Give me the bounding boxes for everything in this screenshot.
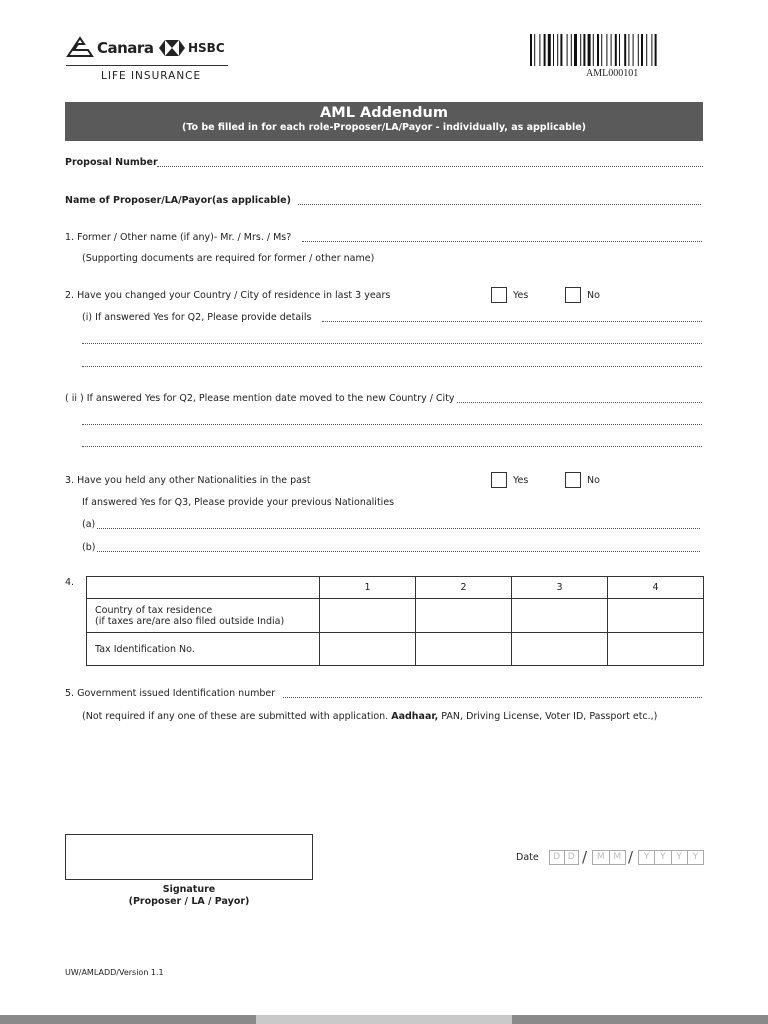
q5-note-prefix: (Not required if any one of these are submitted with application.	[82, 711, 389, 722]
footer-bar-right	[512, 1015, 768, 1024]
hsbc-hexagon-icon	[159, 40, 185, 56]
table-input-cell[interactable]	[320, 633, 416, 666]
table-row	[87, 633, 704, 666]
date-year-box: Y	[692, 852, 699, 862]
table-input-cell[interactable]	[512, 599, 608, 633]
date-year-box: Y	[672, 851, 688, 864]
q5-field[interactable]	[283, 697, 702, 698]
barcode-text: AML000101	[586, 68, 639, 79]
q2-yes-label: Yes	[513, 290, 529, 301]
row-label-line1: Tax Identification No.	[95, 643, 195, 655]
proposal-number-label: Proposal Number	[65, 157, 158, 168]
q3-a-label: (a)	[82, 519, 96, 530]
q5-label: 5. Government issued Identification number	[65, 688, 276, 699]
date-year-boxes[interactable]	[638, 850, 704, 865]
q3-no-label: No	[587, 475, 600, 486]
table-row	[87, 599, 704, 633]
date-day-box: D	[550, 851, 565, 864]
q2-sub-i-field[interactable]	[322, 321, 702, 322]
footer-bar-left	[0, 1015, 256, 1024]
brand-subtitle: LIFE INSURANCE	[101, 70, 202, 82]
footer-bar-middle	[256, 1015, 512, 1024]
table-input-cell[interactable]	[320, 599, 416, 633]
q4-label: 4.	[65, 577, 75, 588]
q3-b-field[interactable]	[97, 551, 700, 552]
q2-sub-i-field-2[interactable]	[82, 343, 702, 344]
proposer-name-field[interactable]	[298, 204, 701, 205]
q2-sub-i-label: (i) If answered Yes for Q2, Please provide details	[82, 312, 312, 323]
row-label-cell	[87, 599, 320, 633]
q2-no-label: No	[587, 290, 600, 301]
title-banner	[65, 102, 703, 141]
q1-label: 1. Former / Other name (if any)- Mr. / Mrs. / Ms?	[65, 232, 292, 243]
proposer-name-label: Name of Proposer/LA/Payor(as applicable)	[65, 195, 291, 206]
q2-sub-ii-label: ( ii ) If answered Yes for Q2, Please mention date moved to the new Country / City	[65, 393, 455, 404]
brand-divider	[66, 65, 228, 66]
page-subtitle: (To be filled in for each role-Proposer/LA/Payor - individually, as applicable)	[181, 122, 587, 133]
page-title: AML Addendum	[320, 105, 448, 121]
q3-sub-label: If answered Yes for Q3, Please provide your previous Nationalities	[82, 497, 395, 508]
row-label-line2: (if taxes are/are also filed outside India)	[95, 615, 285, 627]
q1-field[interactable]	[302, 241, 702, 242]
q2-yes-checkbox[interactable]	[491, 287, 507, 303]
date-separator: /	[582, 848, 588, 866]
date-month-boxes[interactable]	[592, 850, 626, 865]
q3-label: 3. Have you held any other Nationalities in the past	[65, 475, 311, 486]
table-input-cell[interactable]	[608, 633, 704, 666]
q2-sub-ii-field-2[interactable]	[82, 424, 702, 425]
date-day-box: D	[567, 852, 575, 862]
proposal-number-field[interactable]	[157, 166, 703, 167]
q2-label: 2. Have you changed your Country / City of residence in last 3 years	[65, 290, 391, 301]
table-header-cell: 2	[416, 577, 512, 599]
brand-hsbc: HSBC	[188, 41, 225, 55]
q2-sub-ii-field-3[interactable]	[82, 446, 702, 447]
brand-logo	[66, 38, 231, 86]
q2-sub-i-field-3[interactable]	[82, 366, 702, 367]
date-year-box: Y	[639, 851, 655, 864]
tax-residence-table	[86, 576, 704, 666]
q5-note-suffix: PAN, Driving License, Voter ID, Passport etc.,)	[441, 711, 658, 722]
q5-note-bold: Aadhaar,	[391, 711, 439, 722]
q3-no-checkbox[interactable]	[565, 472, 581, 488]
date-label: Date	[516, 852, 539, 863]
version-text: UW/AMLADD/Version 1.1	[65, 968, 164, 977]
q5-note	[82, 711, 657, 722]
q1-note: (Supporting documents are required for former / other name)	[82, 253, 375, 264]
table-header-cell: 4	[608, 577, 704, 599]
signature-sublabel: (Proposer / LA / Payor)	[128, 896, 250, 907]
row-label-line1: Country of tax residence	[95, 604, 213, 616]
q3-yes-label: Yes	[513, 475, 529, 486]
signature-label: Signature	[162, 884, 216, 895]
table-header-cell: 3	[512, 577, 608, 599]
table-input-cell[interactable]	[512, 633, 608, 666]
date-month-box: M	[613, 852, 622, 862]
table-input-cell[interactable]	[416, 599, 512, 633]
table-input-cell[interactable]	[416, 633, 512, 666]
q3-yes-checkbox[interactable]	[491, 472, 507, 488]
barcode-icon	[530, 34, 700, 66]
date-year-box: Y	[655, 851, 671, 864]
q2-no-checkbox[interactable]	[565, 287, 581, 303]
q3-b-label: (b)	[82, 542, 96, 553]
brand-canara: Canara	[97, 39, 154, 57]
date-month-box: M	[593, 851, 610, 864]
date-separator: /	[628, 848, 634, 866]
canara-logo-icon	[66, 36, 96, 60]
date-day-boxes[interactable]	[549, 850, 579, 865]
signature-box[interactable]	[65, 834, 313, 880]
q2-sub-ii-field[interactable]	[457, 402, 702, 403]
table-header-cell	[87, 577, 320, 599]
table-input-cell[interactable]	[608, 599, 704, 633]
table-header-row	[87, 577, 704, 599]
q3-a-field[interactable]	[97, 528, 700, 529]
table-header-cell: 1	[320, 577, 416, 599]
row-label-cell	[87, 633, 320, 666]
